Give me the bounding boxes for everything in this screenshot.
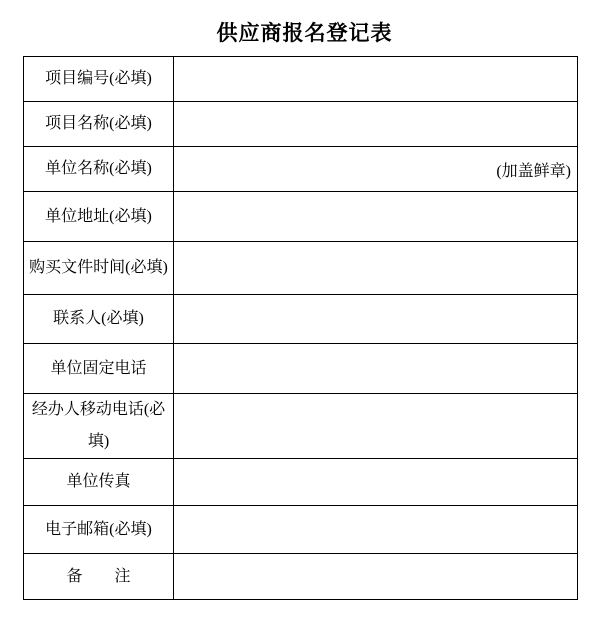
table-row — [24, 102, 578, 147]
row-label: 项目编号(必填) — [24, 57, 174, 102]
row-value-cell[interactable] — [174, 459, 578, 506]
row-label: 单位名称(必填) — [24, 147, 174, 192]
table-row — [24, 57, 578, 102]
table-row — [24, 242, 578, 295]
row-label: 备 注 — [24, 554, 174, 600]
row-value-cell[interactable] — [174, 506, 578, 554]
table-row — [24, 459, 578, 506]
registration-table-body — [24, 57, 578, 600]
row-value-cell[interactable] — [174, 394, 578, 459]
row-label: 联系人(必填) — [24, 295, 174, 344]
table-row — [24, 506, 578, 554]
table-row — [24, 147, 578, 192]
row-label: 电子邮箱(必填) — [24, 506, 174, 554]
row-value-cell[interactable] — [174, 344, 578, 394]
page-title: 供应商报名登记表 — [216, 21, 393, 45]
table-row — [24, 344, 578, 394]
row-value-cell[interactable] — [174, 102, 578, 147]
row-label: 单位固定电话 — [24, 344, 174, 394]
row-value-cell[interactable] — [174, 57, 578, 102]
registration-table — [23, 56, 578, 600]
table-row — [24, 394, 578, 459]
row-value-cell[interactable]: (加盖鲜章) — [174, 147, 578, 192]
row-label: 项目名称(必填) — [24, 102, 174, 147]
table-row — [24, 554, 578, 600]
row-value-cell[interactable] — [174, 295, 578, 344]
row-value-cell[interactable] — [174, 242, 578, 295]
row-label: 单位传真 — [24, 459, 174, 506]
row-value-cell[interactable] — [174, 554, 578, 600]
row-label: 购买文件时间(必填) — [24, 242, 174, 295]
row-label: 单位地址(必填) — [24, 192, 174, 242]
table-row — [24, 192, 578, 242]
row-label: 经办人移动电话(必填) — [24, 394, 174, 459]
table-row — [24, 295, 578, 344]
row-value-cell[interactable] — [174, 192, 578, 242]
